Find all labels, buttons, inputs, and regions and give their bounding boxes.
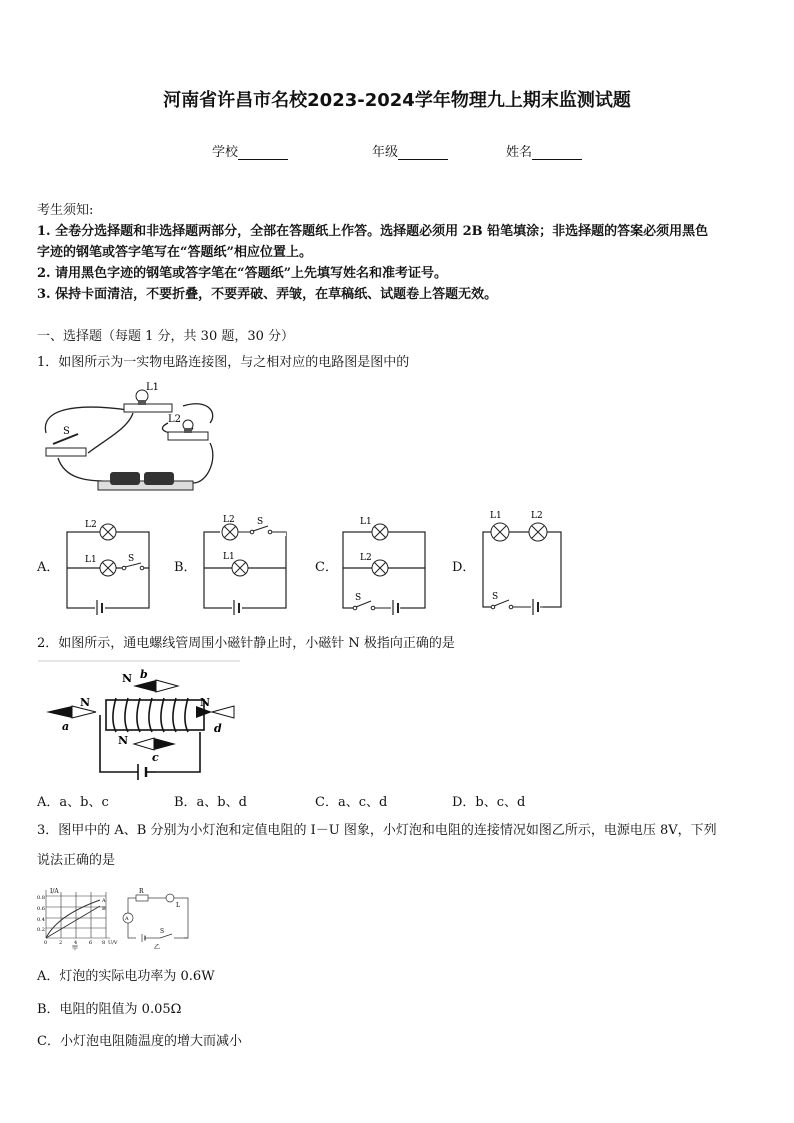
svg-text:S: S [128, 554, 135, 564]
school-blank [238, 146, 288, 160]
q3-label-L: L [176, 902, 180, 909]
svg-text:L2: L2 [531, 511, 543, 521]
school-label: 学校 [212, 145, 239, 160]
q1-option-d-label[interactable]: D． [452, 560, 476, 575]
q2-N-d: N [200, 696, 211, 709]
q2-label-d: d [214, 722, 222, 735]
q3-curve-B: B [102, 906, 106, 912]
q3-curve-A: A [102, 898, 106, 904]
svg-text:S: S [257, 517, 264, 527]
q3-ytick-1: 0.8 [37, 895, 45, 901]
name-field [506, 141, 582, 160]
q1-option-a-diagram[interactable] [58, 510, 158, 615]
q3-option-b[interactable]: B．电阻的阻值为 0.05Ω [37, 1002, 182, 1017]
q1-option-d-diagram[interactable] [475, 505, 570, 615]
notice-item-1: 1. 全卷分选择题和非选择题两部分，全部在答题纸上作答。选择题必须用 2B 铅笔填涂；非选择题的答案必须用黑色 [37, 224, 709, 239]
q3-ytick-3: 0.4 [37, 917, 45, 923]
q3-ytick-4: 0.2 [37, 927, 45, 933]
q2-label-a: a [62, 720, 70, 733]
q3-xtick-0: 0 [44, 940, 48, 946]
notice-item-2: 2. 请用黑色字迹的钢笔或答字笔在“答题纸”上先填写姓名和准考证号。 [37, 266, 448, 281]
svg-text:L1: L1 [223, 552, 235, 562]
q2-label-b: b [140, 668, 148, 681]
q3-option-a[interactable]: A．灯泡的实际电功率为 0.6W [37, 969, 215, 984]
q1-label-S: S [63, 426, 70, 437]
q1-label-L2: L2 [168, 414, 182, 425]
svg-text:L1: L1 [85, 555, 97, 565]
q1-label-L1: L1 [146, 382, 160, 393]
q2-option-b[interactable]: B．a、b、d [174, 795, 247, 810]
name-blank [532, 146, 582, 160]
q3-fig-jia: 甲 [72, 945, 79, 952]
q3-stem-line1: 3．图甲中的 A、B 分别为小灯泡和定值电阻的 I－U 图象，小灯泡和电阻的连接情况如图乙所示，电源电压 8V，下列 [37, 823, 717, 838]
svg-text:L1: L1 [490, 511, 502, 521]
q3-meter-symbol: A [125, 916, 129, 922]
q1-stem: 1．如图所示为一实物电路连接图，与之相对应的电路图是图中的 [37, 355, 410, 370]
q3-xlabel: U/V [108, 940, 118, 946]
notice-item-1-cont: 字迹的钢笔或答字笔写在“答题纸”相应位置上。 [37, 245, 312, 260]
q1-option-b-label[interactable]: B． [174, 560, 197, 575]
q1-option-b-diagram[interactable] [195, 510, 295, 615]
svg-text:L2: L2 [223, 515, 235, 525]
q2-option-a[interactable]: A．a、b、c [37, 795, 109, 810]
svg-text:S: S [355, 593, 362, 603]
q3-xtick-2: 2 [59, 940, 63, 946]
q2-option-c[interactable]: C．a、c、d [315, 795, 388, 810]
q3-xtick-8: 8 [102, 940, 106, 946]
svg-text:L2: L2 [85, 520, 97, 530]
q2-N-c: N [118, 734, 129, 747]
q2-stem: 2．如图所示，通电螺线管周围小磁针静止时，小磁针 N 极指向正确的是 [37, 636, 455, 651]
school-field [212, 141, 288, 160]
q2-N-b: N [122, 672, 133, 685]
grade-field [372, 141, 448, 160]
page-title: 河南省许昌市名校2023-2024学年物理九上期末监测试题 [163, 90, 631, 111]
notice-item-3: 3. 保持卡面清洁，不要折叠，不要弄破、弄皱，在草稿纸、试题卷上答题无效。 [37, 287, 498, 302]
q1-option-a-label[interactable]: A． [37, 560, 60, 575]
section-heading: 一、选择题（每题 1 分，共 30 题，30 分） [37, 329, 295, 344]
svg-text:L2: L2 [360, 553, 372, 563]
svg-text:L1: L1 [360, 517, 372, 527]
q3-figures [36, 886, 196, 952]
q1-physical-circuit [38, 378, 218, 498]
q3-xtick-6: 6 [89, 940, 93, 946]
notice-heading: 考生须知: [37, 203, 94, 218]
q2-solenoid-figure [38, 660, 240, 782]
q2-option-d[interactable]: D．b、c、d [452, 795, 526, 810]
svg-text:S: S [492, 592, 499, 602]
q3-fig-yi: 乙 [154, 944, 161, 951]
grade-label: 年级 [372, 145, 399, 160]
q3-label-S: S [160, 928, 165, 935]
q1-option-c-diagram[interactable] [335, 510, 435, 615]
grade-blank [398, 146, 448, 160]
q2-label-c: c [152, 751, 159, 764]
q3-xtick-4: 4 [74, 940, 78, 946]
q3-stem-line2: 说法正确的是 [37, 853, 116, 868]
q1-option-c-label[interactable]: C． [315, 560, 338, 575]
q3-ylabel: I/A [50, 888, 59, 895]
q3-option-c[interactable]: C．小灯泡电阻随温度的增大而减小 [37, 1034, 242, 1049]
q3-ytick-2: 0.6 [37, 906, 45, 912]
q3-label-R: R [139, 888, 144, 895]
name-label: 姓名 [506, 145, 533, 160]
q2-N-a: N [80, 696, 91, 709]
